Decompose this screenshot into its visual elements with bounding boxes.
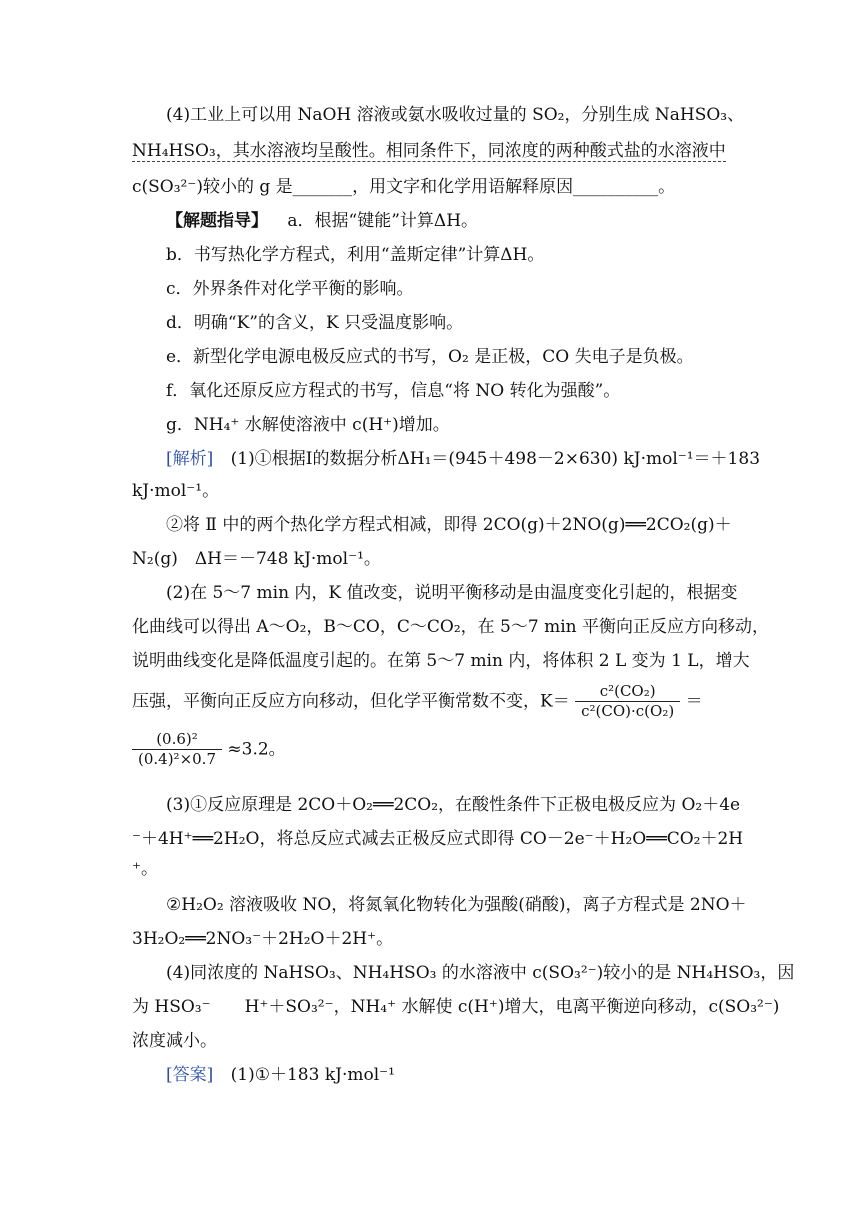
analysis-p6a: (4)同浓度的 NaHSO₃、NH₄HSO₃ 的水溶液中 c(SO₃²⁻)较小的是 NH₄HSO₃，因 bbox=[166, 963, 795, 983]
guide-item-g: g．NH₄⁺ 水解使溶液中 c(H⁺)增加。 bbox=[166, 415, 450, 435]
k-expression-fraction bbox=[575, 682, 680, 721]
analysis-p5a: ②H₂O₂ 溶液吸收 NO，将氮氧化物转化为强酸(硝酸)，离子方程式是 2NO＋ bbox=[166, 895, 747, 915]
analysis-p2a: ②将 Ⅱ 中的两个热化学方程式相减，即得 2CO(g)＋2NO(g)══2CO₂(g)＋ bbox=[166, 515, 732, 535]
equals-sign: ＝ bbox=[685, 691, 703, 712]
analysis-p4c: ⁺。 bbox=[132, 859, 158, 879]
analysis-p5b: 3H₂O₂══2NO₃⁻＋2H₂O＋2H⁺。 bbox=[132, 929, 394, 949]
analysis-p4b: ⁻＋4H⁺══2H₂O，将总反应式减去正极反应式即得 CO－2e⁻＋H₂O══CO₂＋2H bbox=[132, 829, 744, 849]
answer-line bbox=[166, 1064, 395, 1086]
guide-item-d: d．明确“K”的含义，K 只受温度影响。 bbox=[166, 313, 464, 333]
k-value-fraction bbox=[132, 730, 222, 769]
guide-item-a: a．根据“键能”计算ΔH。 bbox=[287, 211, 479, 231]
question-4-line-3: c(SO₃²⁻)较小的 g 是_______，用文字和化学用语解释原因__________。 bbox=[132, 177, 676, 197]
k-approx-value: ≈3.2。 bbox=[227, 739, 286, 760]
analysis-p1a: (1)①根据Ⅰ的数据分析ΔH₁＝(945＋498－2×630) kJ·mol⁻¹＝＋183 bbox=[230, 449, 761, 469]
analysis-p4a: (3)①反应原理是 2CO＋O₂══2CO₂，在酸性条件下正极电极反应为 O₂＋4e bbox=[166, 795, 741, 815]
guide-item-c: c．外界条件对化学平衡的影响。 bbox=[166, 279, 414, 299]
analysis-line-1 bbox=[166, 448, 760, 470]
k-fraction-denominator: c²(CO)·c(O₂) bbox=[581, 702, 675, 720]
analysis-p3b: 化曲线可以得出 A～O₂，B～CO，C～CO₂，在 5～7 min 平衡向正反应方向移动， bbox=[132, 617, 769, 637]
analysis-p6c: 浓度减小。 bbox=[132, 1031, 217, 1051]
guide-line-a bbox=[166, 210, 478, 232]
k-value-denominator: (0.4)²×0.7 bbox=[138, 750, 216, 768]
question-4-line-1: (4)工业上可以用 NaOH 溶液或氨水吸收过量的 SO₂，分别生成 NaHSO₃、 bbox=[166, 105, 745, 125]
question-4-line-2 bbox=[132, 140, 726, 162]
k-value-numerator: (0.6)² bbox=[132, 730, 222, 750]
analysis-p3c: 说明曲线变化是降低温度引起的。在第 5～7 min 内，将体积 2 L 变为 1 L，增大 bbox=[132, 651, 750, 671]
k-fraction-numerator: c²(CO₂) bbox=[575, 682, 680, 702]
guide-item-b: b．书写热化学方程式，利用“盖斯定律”计算ΔH。 bbox=[166, 245, 545, 265]
question-4-line-2-text: NH₄HSO₃，其水溶液均呈酸性。相同条件下，同浓度的两种酸式盐的水溶液中 bbox=[132, 141, 726, 161]
answer-tag: [答案] bbox=[166, 1065, 214, 1085]
guide-item-f: f．氧化还原反应方程式的书写，信息“将 NO 转化为强酸”。 bbox=[166, 381, 621, 401]
k-value-line bbox=[132, 730, 286, 769]
analysis-tag: [解析] bbox=[166, 449, 214, 469]
analysis-p3d-line bbox=[132, 682, 703, 721]
answer-text: (1)①＋183 kJ·mol⁻¹ bbox=[230, 1065, 395, 1085]
guide-tag: 【解题指导】 bbox=[166, 211, 268, 231]
guide-item-e: e．新型化学电源电极反应式的书写，O₂ 是正极，CO 失电子是负极。 bbox=[166, 347, 694, 367]
analysis-p2b: N₂(g) ΔH＝－748 kJ·mol⁻¹。 bbox=[132, 549, 381, 569]
analysis-p3a: (2)在 5～7 min 内，K 值改变，说明平衡移动是由温度变化引起的，根据变 bbox=[166, 583, 738, 603]
analysis-p6b: 为 HSO₃⁻ H⁺＋SO₃²⁻，NH₄⁺ 水解使 c(H⁺)增大，电离平衡逆向移动，c(SO₃²⁻) bbox=[132, 997, 780, 1017]
analysis-p3d: 压强，平衡向正反应方向移动，但化学平衡常数不变，K＝ bbox=[132, 691, 570, 712]
analysis-p1b: kJ·mol⁻¹。 bbox=[132, 481, 220, 501]
